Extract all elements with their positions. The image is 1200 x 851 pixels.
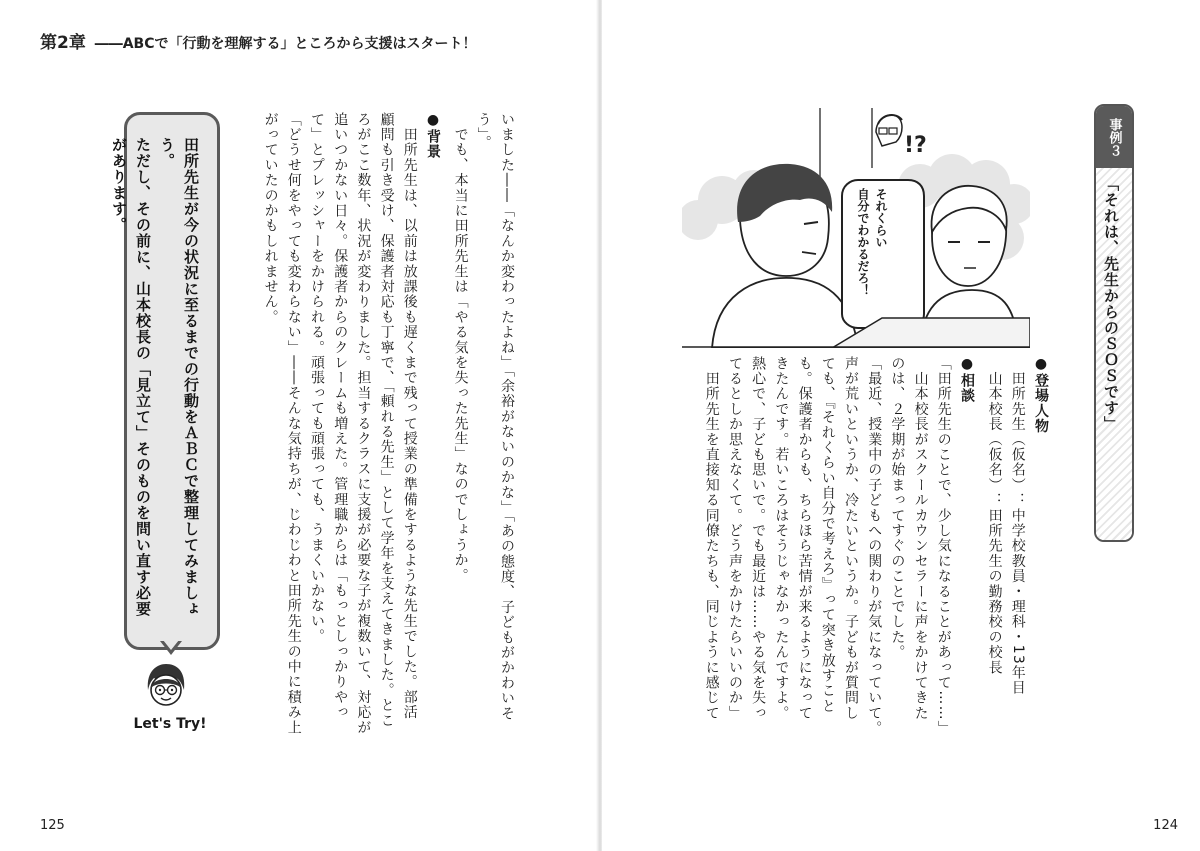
text-line: 声が荒いというか、冷たいというか。子どもが質問し xyxy=(842,356,859,721)
text-line: きたんです。若いころはそうじゃなかったんですよ。 xyxy=(773,356,790,721)
right-page xyxy=(602,0,1200,851)
chapter-title: ――ABCで「行動を理解する」ところから支援はスタート！ xyxy=(94,36,477,52)
text-line: 「どうせ何をやっても変わらない」――そんな気持ちが、じわじわと田所先生の中に積み上 xyxy=(285,112,302,736)
running-head xyxy=(40,28,477,53)
page-number: 125 xyxy=(40,818,65,833)
callout-text xyxy=(107,137,203,647)
text-line: て」とプレッシャーをかけられる。頑張っても頑張っても、うまくいかない。 xyxy=(308,112,325,644)
case-label xyxy=(1096,106,1132,168)
text-line: 熱心で、子ども思いで。でも最近は……やる気を失っ xyxy=(750,356,767,721)
character-line: 田所先生（仮名）：中学校教員・理科・13年目 xyxy=(1009,356,1026,696)
text-line: 「最近、授業中の子どもへの関わりが気になっていて。 xyxy=(866,356,883,736)
text-line: 「田所先生のことで、少し気になることがあって……」 xyxy=(935,356,952,736)
character-line: 山本校長（仮名）：田所先生の勤務校の校長 xyxy=(986,356,1003,676)
text-line: 追いつかない日々。保護者からのクレームも増えた。管理職からは「もっとしっかりやっ xyxy=(332,112,349,720)
text-line: ても、『それくらい自分で考えろ』って突き放すこと xyxy=(819,356,836,714)
text-line: う」。 xyxy=(475,112,492,151)
text-line: 山本校長がスクールカウンセラーに声をかけてきた xyxy=(912,356,929,721)
lets-try-label: Let's Try! xyxy=(133,716,207,732)
consultation-section xyxy=(700,356,978,756)
background-section xyxy=(258,112,444,748)
section-heading: ●相談 xyxy=(959,356,975,404)
left-page xyxy=(0,0,598,851)
text-line: いました――「なんか変わったよね」「余裕がないのかな」「あの態度、子どもがかわいそ xyxy=(499,112,515,722)
peeking-teacher-icon xyxy=(876,115,902,146)
callout-line: 田所先生が今の状況に至るまでの行動をＡＢＣで整理してみましょう。 xyxy=(158,137,200,617)
text-line: てるとしか思えなくて。どう声をかけたらいいのか」 xyxy=(726,356,743,721)
lets-try-callout xyxy=(110,112,220,650)
case-label-text: 事例３ xyxy=(1106,117,1122,157)
chapter-number: 第2章 xyxy=(40,33,86,53)
speech-line: それくらい xyxy=(874,188,888,248)
text-line: のは、２学期が始まってすぐのことでした。 xyxy=(889,356,906,660)
text-line: がっていたのかもしれません。 xyxy=(262,112,279,325)
case-title-band xyxy=(1096,168,1132,540)
text-line: 田所先生は、以前は放課後も遅くまで残って授業の準備をするような先生でした。部活 xyxy=(401,112,418,720)
speech-line: 自分でわかるだろ！ xyxy=(856,188,870,296)
text-line: も。保護者からも、ちらほら苦情が来るようになって xyxy=(796,356,813,721)
page-number: 124 xyxy=(1153,818,1178,833)
text-line: でも、本当に田所先生は「やる気を失った先生」なのでしょうか。 xyxy=(452,112,469,584)
section-heading: ●背景 xyxy=(425,112,441,160)
text-line: ろがここ数年、状況が変わりました。担当するクラスに支援が必要な子が複数いて、対応が xyxy=(355,112,372,736)
case-title: 「それは、先生からのＳＯＳです」 xyxy=(1102,176,1120,432)
callout-tail-fill xyxy=(163,640,179,650)
continued-text xyxy=(448,112,518,748)
text-line: 顧問も引き受け、保護者対応も丁寧で、「頼れる先生」として学年を支えてきました。とこ xyxy=(378,112,395,729)
counselor-avatar-icon xyxy=(140,660,192,712)
text-line: 田所先生を直接知る同僚たちも、同じように感じて xyxy=(703,356,720,721)
exclaim-mark: !? xyxy=(904,133,927,158)
callout-line: があります。 xyxy=(110,137,128,233)
characters-section xyxy=(982,356,1052,756)
section-heading: ●登場人物 xyxy=(1033,356,1049,434)
callout-line: ただし、その前に、山本校長の「見立て」そのものを問い直す必要 xyxy=(134,137,152,617)
case-title-box xyxy=(1094,104,1134,542)
speech-text xyxy=(854,188,890,296)
